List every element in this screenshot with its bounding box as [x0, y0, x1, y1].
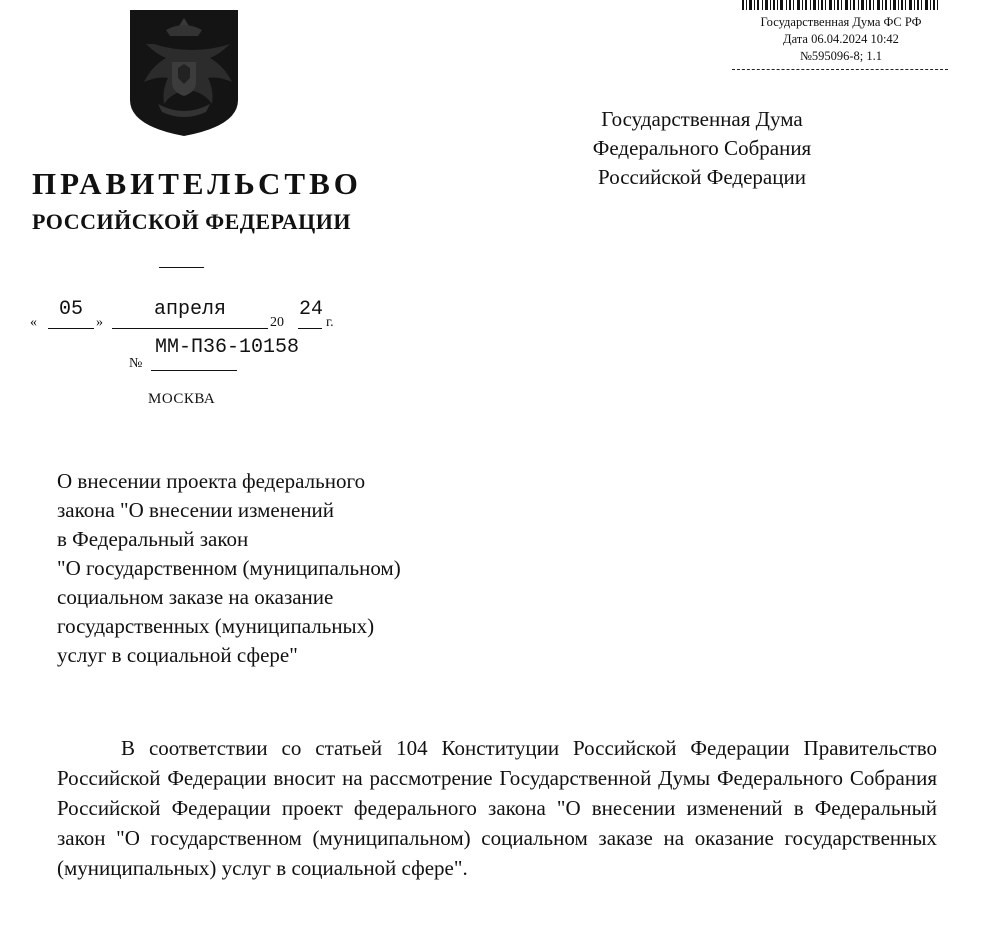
- stamp-date: Дата 06.04.2024 10:42: [783, 32, 899, 46]
- body-text: [57, 733, 937, 883]
- date-day-underline: [48, 328, 94, 329]
- header-divider: [159, 267, 204, 268]
- body-paragraph: В соответствии со статьей 104 Конституции Российской Федерации Правительство Российской Федерации вносит на рассмотрение Государственной Думы Федерального Собрания Российской Федерации проект федерального закона "О внесении изменений в Федеральный закон "О государственном (муниципальном) социальном заказе на оказание государственных (муниципальных) услуг в социальной сфере".: [57, 736, 937, 880]
- date-open-quote: «: [30, 315, 37, 330]
- subject-block: [57, 467, 401, 670]
- date-day: 05: [58, 298, 83, 321]
- addressee-block: [562, 105, 842, 192]
- date-year-underline: [298, 328, 322, 329]
- subject-line: "О государственном (муниципальном): [57, 556, 401, 580]
- subject-line: государственных (муниципальных): [57, 614, 375, 638]
- date-month-underline: [112, 328, 268, 329]
- stamp-organization: Государственная Дума ФС РФ: [760, 15, 922, 29]
- subject-line: О внесении проекта федерального: [57, 469, 366, 493]
- government-subtitle: РОССИЙСКОЙ ФЕДЕРАЦИИ: [32, 209, 351, 234]
- stamp-rule: [732, 69, 948, 70]
- subject-line: в Федеральный закон: [57, 527, 249, 551]
- addressee-line: Российской Федерации: [598, 165, 806, 189]
- barcode: [740, 0, 940, 10]
- subject-line: услуг в социальной сфере": [57, 643, 298, 667]
- date-close-quote: »: [96, 315, 103, 330]
- stamp-number: №595096-8; 1.1: [799, 49, 883, 63]
- registration-stamp: [732, 0, 950, 76]
- government-title: ПРАВИТЕЛЬСТВО: [32, 166, 362, 201]
- addressee-line: Федерального Собрания: [592, 136, 812, 160]
- addressee-line: Государственная Дума: [601, 107, 803, 131]
- number-sign: №: [129, 356, 143, 371]
- document-number: ММ-П36-10158: [155, 336, 300, 359]
- date-year-suffix: г.: [326, 315, 334, 330]
- date-month: апреля: [153, 298, 226, 321]
- date-year: 24: [298, 298, 323, 321]
- number-underline: [151, 370, 237, 371]
- subject-line: закона "О внесении изменений: [57, 498, 335, 522]
- city-name: МОСКВА: [148, 391, 216, 407]
- date-century: 20: [270, 315, 284, 330]
- subject-line: социальном заказе на оказание: [57, 585, 334, 609]
- coat-of-arms-emblem: [128, 8, 240, 138]
